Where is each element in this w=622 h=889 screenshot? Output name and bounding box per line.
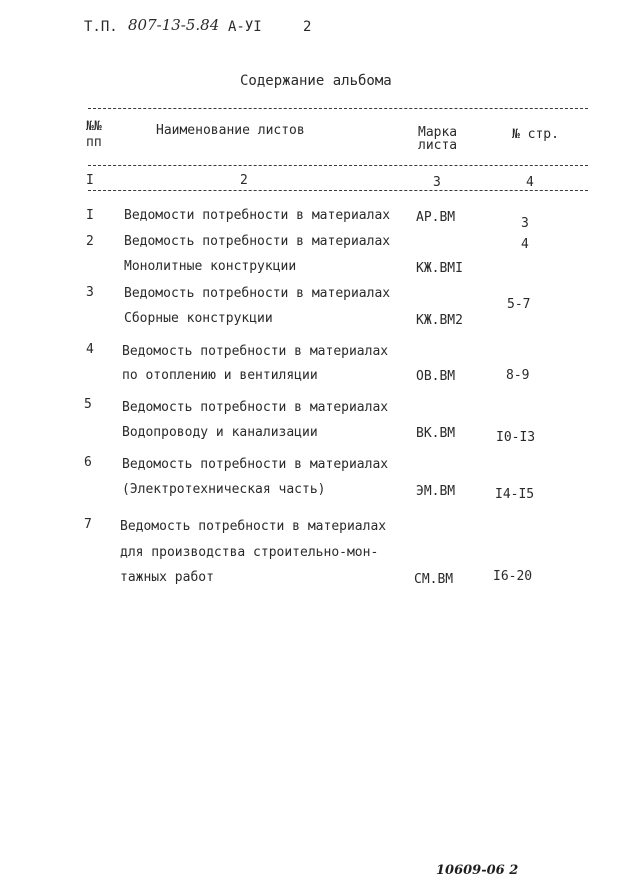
row-mark: КЖ.ВМI bbox=[416, 261, 463, 276]
album-label: А-УI bbox=[228, 19, 262, 35]
row-pages: I6-20 bbox=[493, 569, 533, 584]
row-name-line: по отоплению и вентиляции bbox=[122, 368, 318, 383]
row-name-line: для производства строительно-мон- bbox=[120, 545, 379, 560]
row-mark: КЖ.ВМ2 bbox=[416, 313, 463, 328]
row-number: 3 bbox=[86, 285, 94, 300]
row-number: 6 bbox=[84, 455, 92, 470]
row-number: 4 bbox=[86, 342, 94, 357]
row-name-line: Ведомость потребности в материалах bbox=[122, 400, 389, 415]
row-name-line: Ведомость потребности в материалах bbox=[124, 234, 391, 249]
page-number: 2 bbox=[303, 19, 312, 35]
row-mark: ЭМ.ВМ bbox=[416, 484, 456, 499]
drawing-code-prefix: Т.П. bbox=[84, 19, 118, 35]
row-name-line: Ведомость потребности в материалах bbox=[122, 457, 389, 472]
col-number-3: 3 bbox=[433, 175, 441, 190]
archive-number-handwritten: 10609-06 2 bbox=[436, 863, 519, 878]
drawing-code-number: 807-13-5.84 bbox=[128, 16, 220, 34]
row-number: 2 bbox=[86, 234, 94, 249]
table-top-rule bbox=[88, 108, 588, 109]
row-name-line: Монолитные конструкции bbox=[124, 259, 297, 274]
table-header-rule bbox=[88, 165, 588, 166]
table-numbers-rule bbox=[88, 190, 588, 191]
row-pages: I4-I5 bbox=[495, 487, 535, 502]
row-name-line: Ведомость потребности в материалах bbox=[120, 519, 387, 534]
row-name-line: Ведомости потребности в материалах bbox=[124, 208, 391, 223]
row-name-line: (Электротехническая часть) bbox=[122, 482, 326, 497]
row-name-line: Ведомость потребности в материалах bbox=[122, 344, 389, 359]
col-header-mark-line1: Марка bbox=[418, 125, 458, 140]
row-name-line: Сборные конструкции bbox=[124, 311, 273, 326]
row-number: 7 bbox=[84, 517, 92, 532]
row-pages: I0-I3 bbox=[496, 430, 536, 445]
row-mark: АР.ВМ bbox=[416, 210, 456, 225]
col-number-4: 4 bbox=[526, 175, 534, 190]
row-number: I bbox=[86, 208, 94, 223]
row-name-line: тажных работ bbox=[120, 570, 214, 585]
col-number-2: 2 bbox=[240, 173, 248, 188]
row-pages: 5-7 bbox=[507, 297, 531, 312]
row-name-line: Водопроводу и канализации bbox=[122, 425, 318, 440]
row-number: 5 bbox=[84, 397, 92, 412]
row-name-line: Ведомость потребности в материалах bbox=[124, 286, 391, 301]
row-pages: 8-9 bbox=[506, 368, 530, 383]
col-header-name: Наименование листов bbox=[156, 123, 305, 138]
col-number-1: I bbox=[86, 173, 94, 188]
row-pages: 4 bbox=[521, 237, 529, 252]
col-header-num-line1: №№ bbox=[86, 119, 102, 134]
col-header-mark-line2: листа bbox=[418, 138, 458, 153]
page-title: Содержание альбома bbox=[240, 73, 392, 89]
row-mark: ОВ.ВМ bbox=[416, 369, 456, 384]
row-mark: ВК.ВМ bbox=[416, 426, 456, 441]
row-pages: 3 bbox=[521, 216, 529, 231]
row-mark: СМ.ВМ bbox=[414, 572, 454, 587]
col-header-num-line2: пп bbox=[86, 135, 102, 150]
col-header-page: № стр. bbox=[512, 127, 559, 142]
